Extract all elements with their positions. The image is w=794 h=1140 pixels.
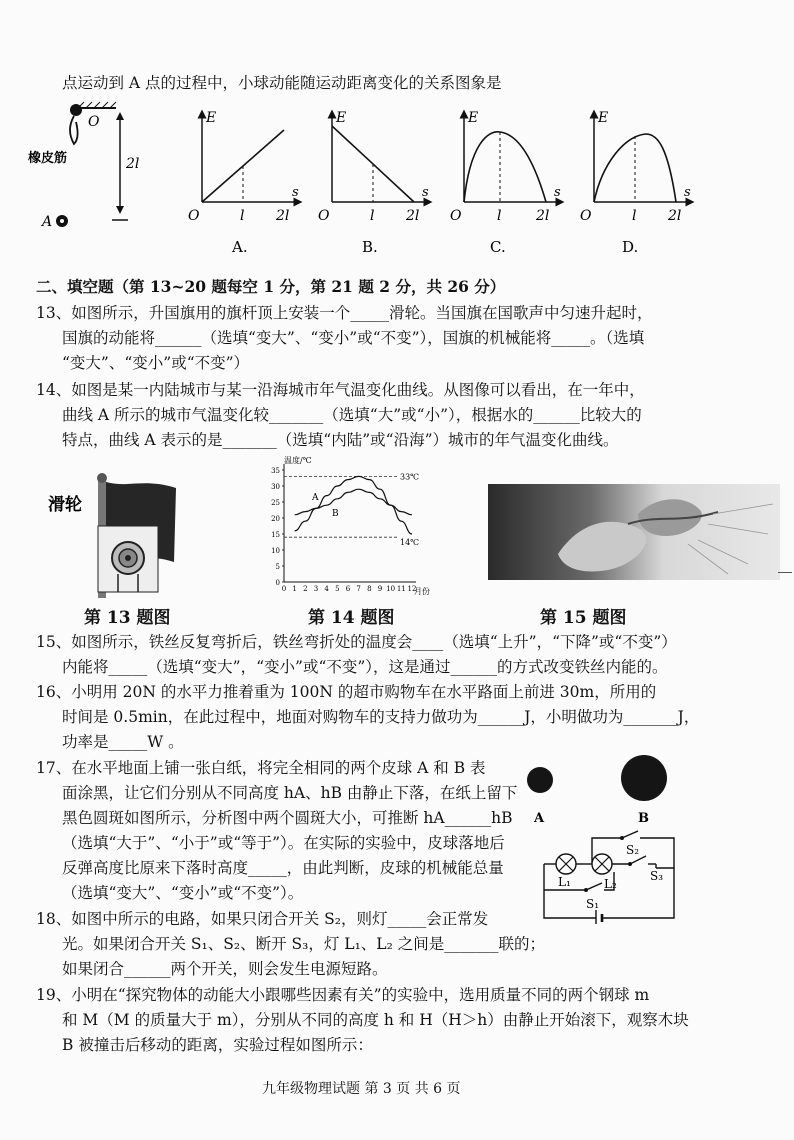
axis-e-label: E: [336, 110, 347, 126]
graph-option-d: [580, 110, 691, 256]
option-b-label: B.: [362, 238, 378, 256]
series-a-line: [295, 476, 412, 534]
q14-line-2: 曲线 A 所示的城市气温变化较_______（选填“大”或“小”），根据水的______比较大的: [62, 406, 642, 424]
q17-line-4: （选填“大于”、“小于”或“等于”）。在实际的实验中，皮球落地后: [62, 834, 505, 852]
x-tick-label: 9: [377, 585, 383, 593]
point-o-label: O: [88, 114, 100, 130]
y-tick-label: 20: [271, 515, 280, 523]
x-axis-label: 月份: [414, 587, 430, 596]
spot-a-label: A: [534, 811, 545, 826]
q16-line-3: 功率是_____W 。: [62, 733, 184, 751]
fig18-circuit: [534, 828, 690, 924]
x-tick-label: 11: [396, 585, 406, 593]
axis-s-label: s: [422, 185, 429, 200]
origin-label: O: [188, 208, 200, 224]
y-tick-label: 0: [275, 579, 280, 587]
axis-e-label: E: [206, 110, 217, 126]
fig15-caption: 第 15 题图: [540, 608, 627, 628]
edge-mark: [778, 572, 792, 573]
fig17-spots: [520, 754, 690, 830]
q13-line-3: “变大”、“变小”或“不变”）: [62, 354, 250, 372]
lamp-l2-label: L₂: [604, 877, 617, 891]
fig14-caption: 第 14 题图: [308, 608, 395, 628]
rubber-label: 橡皮筋: [28, 151, 68, 166]
q17-line-5: 反弹高度比原来下落时高度_____，由此判断，皮球的机械能总量: [62, 859, 504, 877]
ref-high-label: 33℃: [400, 472, 420, 482]
fig12-graphs: [180, 104, 740, 264]
tick-2l-label: 2l: [536, 208, 550, 224]
x-tick-label: 12: [407, 585, 417, 593]
x-tick-label: 8: [367, 585, 372, 593]
q19-line-3: B 被撞击后移动的距离，实验过程如图所示：: [62, 1036, 373, 1054]
axis-e-label: E: [598, 110, 609, 126]
tick-2l-label: 2l: [668, 208, 682, 224]
q17-line-1: 17、在水平地面上铺一张白纸，将完全相同的两个皮球 A 和 B 表: [36, 759, 486, 777]
y-axis-label: 温度/℃: [284, 456, 312, 465]
q12-stem: 点运动到 A 点的过程中，小球动能随运动距离变化的关系图象是: [62, 74, 502, 92]
origin-label: O: [318, 208, 330, 224]
y-tick-label: 15: [271, 531, 280, 539]
length-label: 2l: [126, 156, 140, 172]
q14-line-3: 特点，曲线 A 表示的是_______（选填“内陆”或“沿海”）城市的年气温变化曲线。: [62, 431, 619, 449]
ball-o-icon: [70, 104, 82, 116]
fig12-apparatus: [28, 100, 158, 240]
q17-line-3: 黑色圆斑如图所示，分析图中两个圆斑大小，可推断 hA______hB: [62, 809, 513, 827]
q13-line-2: 国旗的动能将______（选填“变大”、“变小”或“不变”），国旗的机械能将_____。（选填: [62, 329, 645, 347]
tick-l-label: l: [497, 208, 502, 224]
spot-b: [621, 755, 667, 801]
x-tick-label: 4: [324, 585, 329, 593]
y-tick-label: 30: [271, 483, 280, 491]
q18-line-1: 18、如图中所示的电路，如果只闭合开关 S₂，则灯_____会正常发: [36, 910, 489, 928]
tick-l-label: l: [632, 208, 637, 224]
fig13-caption: 第 13 题图: [84, 608, 171, 628]
spot-b-label: B: [638, 811, 649, 826]
switch-s1-label: S₁: [586, 897, 600, 911]
q17-line-6: （选填“变大”、“变小”或“不变”）。: [62, 884, 304, 902]
fig13-flag-pulley: [48, 470, 178, 600]
q19-line-1: 19、小明在“探究物体的动能大小跟哪些因素有关”的实验中，选用质量不同的两个钢球 m: [36, 986, 650, 1004]
q15-line-1: 15、如图所示，铁丝反复弯折后，铁丝弯折处的温度会____（选填“上升”，“下降”或“不变”）: [36, 633, 677, 651]
x-tick-label: 3: [313, 585, 319, 593]
q13-line-1: 13、如图所示，升国旗用的旗杆顶上安装一个_____滑轮。当国旗在国歌声中匀速升起时，: [36, 304, 653, 322]
graph-option-b: [318, 110, 429, 256]
lamp-l2-icon: [592, 854, 612, 874]
x-tick-label: 5: [335, 585, 340, 593]
curve-b-label: B: [332, 509, 339, 519]
tick-l-label: l: [370, 208, 375, 224]
section-2-heading: 二、填空题（第 13~20 题每空 1 分，第 21 题 2 分，共 26 分）: [36, 277, 506, 296]
ref-low-label: 14℃: [400, 538, 420, 548]
q18-line-3: 如果闭合______两个开关，则会发生电源短路。: [62, 960, 388, 978]
axis-s-label: s: [292, 185, 299, 200]
graph-option-a: [188, 110, 299, 256]
x-tick-label: 2: [303, 585, 308, 593]
fig14-temperature-chart: [262, 454, 432, 602]
y-tick-label: 25: [271, 499, 280, 507]
origin-label: O: [580, 208, 592, 224]
q18-line-2: 光。如果闭合开关 S₁、S₂、断开 S₃，灯 L₁、L₂ 之间是_______联的；: [62, 935, 545, 953]
curve-a-label: A: [312, 493, 319, 503]
q14-line-1: 14、如图是某一内陆城市与某一沿海城市年气温变化曲线。从图像可以看出，在一年中，: [36, 381, 645, 399]
switch-s3-label: S₃: [650, 869, 664, 883]
origin-label: O: [450, 208, 462, 224]
y-tick-label: 35: [271, 467, 280, 475]
lamp-l1-label: L₁: [558, 875, 571, 889]
switch-s2-label: S₂: [626, 843, 640, 857]
point-a-label: A: [42, 214, 53, 230]
q15-line-2: 内能将_____（选填“变大”，“变小”或“不变”），这是通过______的方式改变铁丝内能的。: [62, 658, 668, 676]
tick-2l-label: 2l: [276, 208, 290, 224]
option-a-label: A.: [232, 238, 248, 256]
rubber-band-icon: [70, 116, 78, 144]
tick-l-label: l: [240, 208, 245, 224]
axis-e-label: E: [468, 110, 479, 126]
x-tick-label: 1: [292, 585, 297, 593]
axis-s-label: s: [554, 185, 561, 200]
lamp-l1-icon: [556, 854, 576, 874]
y-tick-label: 5: [275, 563, 280, 571]
x-tick-label: 7: [356, 585, 361, 593]
x-tick-label: 10: [386, 585, 396, 593]
graph-option-c: [450, 110, 561, 256]
q17-line-2: 面涂黑，让它们分别从不同高度 hA、hB 由静止下落，在纸上留下: [62, 784, 518, 802]
spot-a: [527, 767, 553, 793]
x-tick-label: 0: [281, 585, 287, 593]
fig15-wire-bending-photo: [488, 484, 780, 580]
page-footer: 九年级物理试题 第 3 页 共 6 页: [262, 1081, 461, 1097]
pulley-label: 滑轮: [48, 495, 82, 515]
q16-line-1: 16、小明用 20N 的水平力推着重为 100N 的超市购物车在水平路面上前进 30m，所用的: [36, 683, 657, 701]
option-c-label: C.: [490, 238, 506, 256]
axis-s-label: s: [684, 185, 691, 200]
option-d-label: D.: [622, 238, 639, 256]
q19-line-2: 和 M（M 的质量大于 m），分别从不同的高度 h 和 H（H＞h）由静止开始滚下，观察木块: [62, 1011, 689, 1029]
q16-line-2: 时间是 0.5min，在此过程中，地面对购物车的支持力做功为______J，小明做功为_______J，: [62, 708, 700, 726]
x-tick-label: 6: [345, 585, 351, 593]
tick-2l-label: 2l: [406, 208, 420, 224]
y-tick-label: 10: [271, 547, 280, 555]
